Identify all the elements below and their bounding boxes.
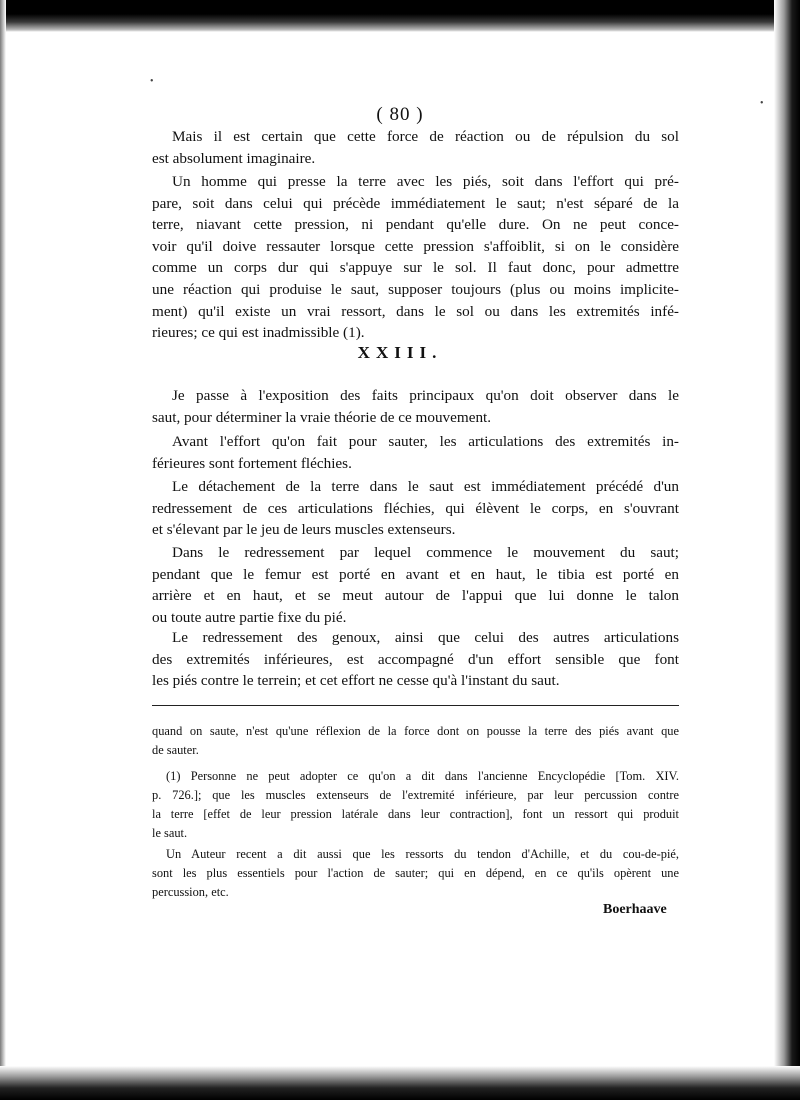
scan-speck: • — [150, 76, 154, 87]
text-line: et s'élevant par le jeu de leurs muscles extenseurs. — [152, 521, 456, 539]
text-line: Dans le redressement par lequel commence le mouvement du saut; — [172, 544, 679, 561]
scan-border-bottom — [0, 1066, 800, 1100]
footnote-line: de sauter. — [152, 743, 199, 757]
footnote-2 — [152, 845, 679, 902]
page-number: ( 80 ) — [376, 104, 424, 125]
text-line: Mais il est certain que cette force de réaction ou de répulsion du sol — [172, 128, 679, 145]
text-line: Le redressement des genoux, ainsi que celui des autres articulations — [172, 629, 679, 646]
footnote-line: p. 726.]; que les muscles extenseurs de l'extremité inférieure, par leur percussion contre — [152, 788, 679, 802]
paragraph-1 — [152, 126, 679, 169]
text-line: saut, pour déterminer la vraie théorie de ce mouvement. — [152, 408, 492, 426]
text-line: rieures; ce qui est inadmissible (1). — [152, 324, 365, 342]
footnote-line: sont les plus essentiels pour l'action de sauter; qui en dépend, en ce qu'ils opèrent une — [152, 866, 679, 880]
scan-border-left — [0, 0, 6, 1100]
footnote-line: la terre [effet de leur pression latérale dans leur contraction], font un ressort qui produit — [152, 807, 679, 821]
text-line: est absolument imaginaire. — [152, 149, 316, 167]
text-line: ment) qu'il existe un vrai ressort, dans le sol ou dans les extremités infé- — [152, 302, 679, 320]
paragraph-6 — [152, 542, 679, 628]
text-line: ou toute autre partie fixe du pié. — [152, 608, 347, 626]
scan-border-top — [0, 0, 800, 32]
text-line: Avant l'effort qu'on fait pour sauter, les articulations des extremités in- — [172, 433, 679, 450]
footnote-continuation — [152, 722, 679, 760]
text-line: comme un corps dur qui s'appuye sur le sol. Il faut donc, pour admettre — [152, 259, 679, 277]
text-line: des extremités inférieures, est accompagné d'un effort sensible que font — [152, 650, 679, 668]
scan-border-right — [774, 0, 800, 1100]
text-line: férieures sont fortement fléchies. — [152, 454, 352, 472]
footnote-line: (1) Personne ne peut adopter ce qu'on a dit dans l'ancienne Encyclopédie [Tom. XIV. — [166, 769, 679, 783]
section-heading: XXIII. — [357, 343, 443, 362]
paragraph-2 — [152, 171, 679, 344]
footnote-rule — [152, 705, 679, 706]
text-line: Je passe à l'exposition des faits principaux qu'on doit observer dans le — [172, 387, 679, 404]
paragraph-7 — [152, 627, 679, 692]
footnote-line: le saut. — [152, 826, 188, 840]
scan-speck: • — [760, 98, 764, 109]
paragraph-3 — [152, 385, 679, 428]
text-line: une réaction qui produise le saut, supposer toujours (plus ou moins implicite- — [152, 280, 679, 298]
paragraph-4 — [152, 431, 679, 474]
text-line: pendant que le femur est porté en avant et en haut, le tibia est porté en — [152, 565, 679, 583]
paragraph-5 — [152, 476, 679, 541]
text-line: pare, soit dans celui qui précède immédiatement le saut; n'est séparé de la — [152, 194, 679, 212]
text-line: voir qu'il doive ressauter lorsque cette pression s'affoiblit, si on le considère — [152, 237, 679, 255]
text-line: Le détachement de la terre dans le saut est immédiatement précédé d'un — [172, 478, 679, 495]
footnote-line: percussion, etc. — [152, 885, 229, 899]
text-line: Un homme qui presse la terre avec les piés, soit dans l'effort qui pré- — [172, 173, 679, 190]
text-line: les piés contre le terrein; et cet effort ne cesse qu'à l'instant du saut. — [152, 672, 560, 690]
text-line: arrière et en haut, et se meut autour de l'appui que lui donne le talon — [152, 587, 679, 605]
text-line: redressement de ces articulations fléchies, qui élèvent le corps, en s'ouvrant — [152, 499, 679, 517]
text-line: terre, niavant cette pression, ni pendant qu'elle dure. On ne peut conce- — [152, 216, 679, 234]
footnote-line: quand on saute, n'est qu'une réflexion de la force dont on pousse la terre des piés avant que — [152, 724, 679, 738]
catchword: Boerhaave — [603, 902, 667, 917]
footnote-1 — [152, 767, 679, 843]
footnote-line: Un Auteur recent a dit aussi que les ressorts du tendon d'Achille, et du cou-de-pié, — [166, 847, 679, 861]
